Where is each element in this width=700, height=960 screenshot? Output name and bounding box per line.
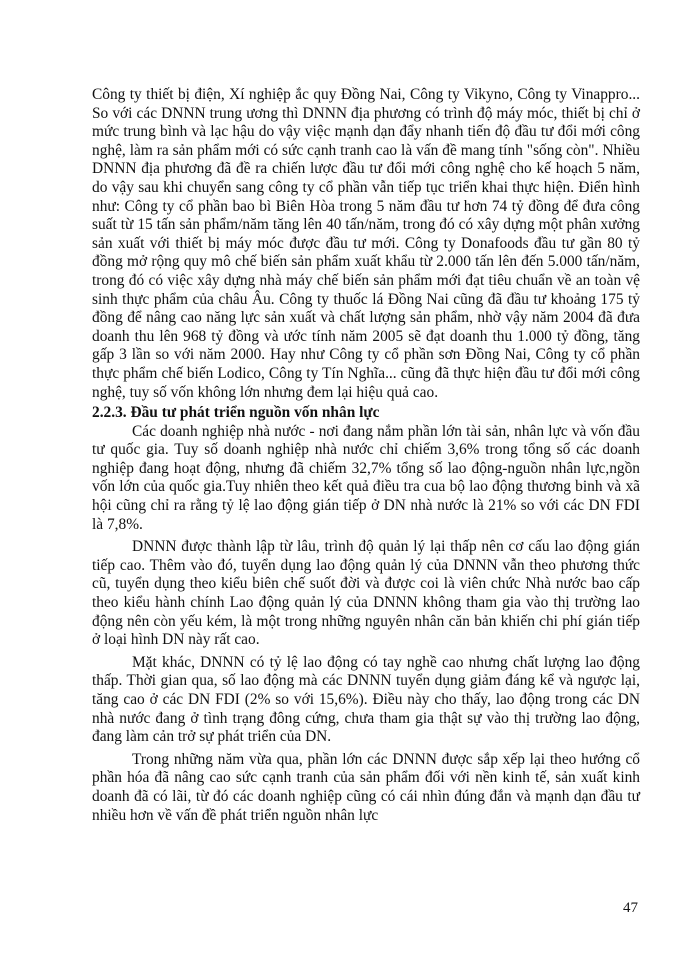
document-page bbox=[92, 86, 640, 825]
paragraph-2: Các doanh nghiệp nhà nước - nơi đang nắm phần lớn tài sản, nhân lực và vốn đầu tư quốc gia. Tuy số doanh nghiệp nhà nước chỉ chiếm 3,6% trong tổng số các doanh nghiệp đang hoạt động, nhưng đã chiếm 32,7% tổng số lao động-nguồn nhân lực,ngồn vốn lớn của quốc gia.Tuy nhiên theo kết quả điều tra cua bộ lao động thương binh và xã hội cũng chỉ ra rằng tỷ lệ lao động gián tiếp ở DN nhà nước là 21% so với các DN FDI là 7,8%. bbox=[92, 422, 640, 533]
paragraph-1: Công ty thiết bị điện, Xí nghiệp ắc quy Đồng Nai, Công ty Vikyno, Công ty Vinappro... So với các DNNN trung ương thì DNNN địa phương có trình độ máy móc, thiết bị chỉ ở mức trung bình và lạc hậu do vậy việc mạnh dạn đẩy nhanh tiến độ đầu tư đổi mới công nghệ, làm ra sản phẩm mới có sức cạnh tranh cao là vấn đề mang tính "sống còn". Nhiều DNNN địa phương đã đề ra chiến lược đầu tư đổi mới công nghệ cho kế hoạch 5 năm, do vậy sau khi chuyển sang công ty cổ phần vẫn tiếp tục triển khai thực hiện. Điển hình như: Công ty cổ phần bao bì Biên Hòa trong 5 năm đầu tư hơn 74 tỷ đồng để đưa công suất từ 15 tấn sản phẩm/năm tăng lên 40 tấn/năm, trong đó có xây dựng một phân xưởng sản xuất với thiết bị máy móc được đầu tư mới. Công ty Donafoods đầu tư gần 80 tỷ đồng mở rộng quy mô chế biến sản phẩm xuất khẩu từ 2.000 tấn lên đến 5.000 tấn/năm, trong đó có việc xây dựng nhà máy chế biến sản phẩm mới đạt tiêu chuẩn về an toàn vệ sinh thực phẩm của châu Âu. Công ty thuốc lá Đồng Nai cũng đã đầu tư khoảng 175 tỷ đồng để nâng cao năng lực sản xuất và chất lượng sản phẩm, nhờ vậy năm 2004 đã đưa doanh thu lên 968 tỷ đồng và ước tính năm 2005 sẽ đạt doanh thu 1.000 tỷ đồng, tăng gấp 3 lần so với năm 2000. Hay như Công ty cổ phần sơn Đồng Nai, Công ty cổ phần thực phẩm chế biến Lodico, Công ty Tín Nghĩa... cũng đã thực hiện đầu tư đổi mới công nghệ, tuy số vốn không lớn nhưng đem lại hiệu quả cao. bbox=[92, 86, 640, 401]
paragraph-5: Trong những năm vừa qua, phần lớn các DNNN được sắp xếp lại theo hướng cổ phần hóa đã nâng cao sức cạnh tranh của sản phẩm đối với nền kinh tế, sản xuất kinh doanh đã có lãi, từ đó các doanh nghiệp cũng có cái nhìn đúng đắn và mạnh dạn đầu tư nhiều hơn về vấn đề phát triển nguồn nhân lực bbox=[92, 750, 640, 824]
paragraph-4: Mặt khác, DNNN có tỷ lệ lao động có tay nghề cao nhưng chất lượng lao động thấp. Thời gian qua, số lao động mà các DNNN tuyển dụng giảm đáng kể và ngược lại, tăng cao ở các DN FDI (2% so với 15,6%). Điều này cho thấy, lao động trong các DN nhà nước đang ở tình trạng đông cứng, chưa tham gia thật sự vào thị trường lao động, đang làm cản trở sự phát triển của DN. bbox=[92, 653, 640, 746]
section-heading: 2.2.3. Đầu tư phát triển nguồn vốn nhân lực bbox=[92, 404, 380, 422]
paragraph-3: DNNN được thành lập từ lâu, trình độ quản lý lại thấp nên cơ cấu lao động gián tiếp cao. Thêm vào đó, tuyển dụng lao động quản lý của DNNN vẫn theo phương thức cũ, tuyển dụng theo kiểu biên chế suốt đời và được coi là viên chức Nhà nước bao cấp theo kiểu hành chính Lao động quản lý của DNNN không tham gia vào thị trường lao động nên còn yếu kém, là một trong những nguyên nhân căn bản khiến chi phí gián tiếp ở loại hình DN này rất cao. bbox=[92, 538, 640, 649]
page-number: 47 bbox=[623, 900, 638, 916]
